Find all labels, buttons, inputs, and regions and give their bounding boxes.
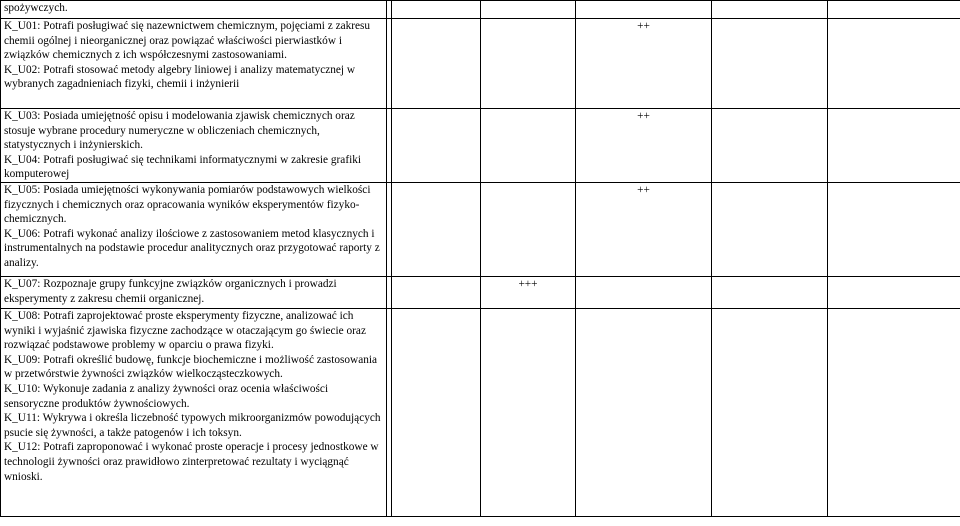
outcome-entry: K_U07: Rozpoznaje grupy funkcyjne związków organicznych i prowadzi eksperymenty z zakresu chemii organicznej. [4,278,337,305]
contribution-mark-cell [576,109,712,183]
empty-cell [828,19,960,109]
empty-cell [481,183,576,277]
empty-cell [576,309,712,517]
outcome-entry: K_U11: Wykrywa i określa liczebność typowych mikroorganizmów powodujących psucie się żywności, a także patogenów i ich toksyn. [4,412,381,439]
contribution-mark-cell [576,183,712,277]
empty-cell [392,1,481,19]
empty-cell [712,277,828,309]
empty-cell [392,277,481,309]
table-row [1,109,960,183]
contribution-mark-cell [576,19,712,109]
table-row [1,277,960,309]
empty-cell [481,1,576,19]
empty-cell [712,19,828,109]
table-row-header [1,1,960,19]
outcome-description-cell [1,19,387,109]
empty-cell [828,1,960,19]
empty-cell [481,109,576,183]
outcome-description-cell [1,109,387,183]
empty-cell [392,19,481,109]
empty-cell [481,309,576,517]
empty-cell [828,277,960,309]
contribution-mark: ++ [637,20,650,32]
outcome-entry: K_U12: Potrafi zaproponować i wykonać proste operacje i procesy jednostkowe w technologii żywności oraz prawidłowo zinterpretować rezultaty i wyciągnąć wnioski. [4,441,379,483]
outcome-description-cell [1,183,387,277]
empty-cell [392,309,481,517]
empty-cell [576,1,712,19]
outcome-entry: K_U05: Posiada umiejętności wykonywania pomiarów podstawowych wielkości fizycznych i chemicznych oraz opracowania wyników eksperymentów fizyko-chemicznych. [4,184,371,226]
empty-cell [712,309,828,517]
table-row [1,183,960,277]
continuation-cell [1,1,387,19]
empty-cell [712,183,828,277]
outcome-entry: K_U09: Potrafi określić budowę, funkcje biochemiczne i możliwość zastosowania w przetwórstwie żywności związków wielkocząsteczkowych. [4,353,378,381]
outcome-entry: K_U10: Wykonuje zadania z analizy żywności oraz ocenia właściwości sensoryczne produktów żywnościowych. [4,382,329,410]
empty-cell [392,109,481,183]
empty-cell [828,109,960,183]
contribution-mark: ++ [637,110,650,122]
empty-cell [481,19,576,109]
continuation-text: spożywczych. [4,2,68,14]
contribution-mark: ++ [637,184,650,196]
table-row [1,19,960,109]
empty-cell [712,1,828,19]
contribution-mark: +++ [518,278,538,290]
empty-cell [392,183,481,277]
empty-cell [828,183,960,277]
outcome-entry: K_U01: Potrafi posługiwać się nazewnictwem chemicznym, pojęciami z zakresu chemii ogólnej i nieorganicznej oraz powiązać właściwości pierwiastków i związków chemicznych z ich współczesnymi zastosowaniami. [4,20,371,62]
empty-cell [712,109,828,183]
empty-cell [828,309,960,517]
outcome-description-cell [1,277,387,309]
outcome-entry: K_U08: Potrafi zaprojektować proste eksperymenty fizyczne, analizować ich wyniki i wyjaśnić zjawiska fizyczne zachodzące w otaczającym go świecie oraz rozwiązać podstawowe problemy w oparciu o prawa fizyki. [4,310,366,352]
outcome-entry: K_U02: Potrafi stosować metody algebry liniowej i analizy matematycznej w wybranych zagadnieniach fizyki, chemii i inżynierii [4,63,356,91]
empty-cell [576,277,712,309]
outcome-entry: K_U03: Posiada umiejętność opisu i modelowania zjawisk chemicznych oraz stosuje wybrane procedury numeryczne w obliczeniach chemicznych, statystycznych i inżynierskich. [4,110,355,152]
contribution-mark-cell [481,277,576,309]
table-row [1,309,960,517]
outcome-description-cell [1,309,387,517]
outcome-entry: K_U04: Potrafi posługiwać się technikami informatycznymi w zakresie grafiki komputerowej [4,153,362,181]
outcome-entry: K_U06: Potrafi wykonać analizy ilościowe z zastosowaniem metod klasycznych i instrumentalnych na podstawie procedur analitycznych oraz przygotować raporty z analizy. [4,227,380,269]
